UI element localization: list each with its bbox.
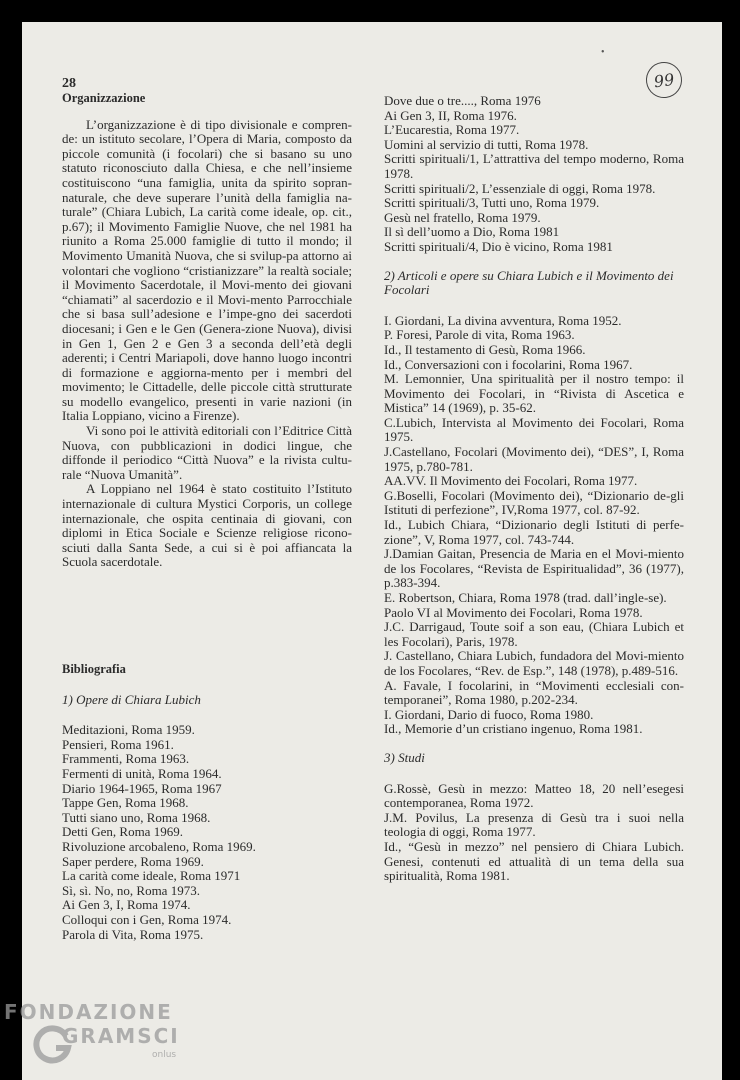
bibliography-entry: Tutti siano uno, Roma 1968. bbox=[62, 809, 211, 825]
bibliography-entry: Tappe Gen, Roma 1968. bbox=[62, 795, 189, 811]
bibliography-heading: Bibliografia bbox=[62, 662, 126, 676]
watermark-g-logo-icon bbox=[32, 1022, 74, 1064]
bibliography-list bbox=[384, 782, 684, 884]
body-paragraph: A Loppiano nel 1964 è stato costituito l’Istituto internazionale di cultura Mystici Corporis, un college internazionale, che ospita centinaia di giovani, con diplomi in Etica Sociale e Scienze religiose ricono-sciuti dalla Santa Sede, a cui si è poi affiancata la Scuola sacerdotale. bbox=[62, 481, 352, 570]
bibliography-entry: Id., Il testamento di Gesù, Roma 1966. bbox=[384, 341, 586, 357]
bibliography-entry: I. Giordani, La divina avventura, Roma 1952. bbox=[384, 312, 622, 328]
bibliography-entry: Scritti spirituali/1, L’attrattiva del tempo moderno, Roma 1978. bbox=[384, 151, 684, 181]
ink-dot-decoration: • bbox=[601, 47, 605, 58]
bibliography-entry: M. Lemonnier, Una spiritualità per il nostro tempo: il Movimento dei Focolari, in “Rivista di Ascetica e Mistica” 14 (1969), p. 35-62. bbox=[384, 371, 684, 416]
watermark-line-1: FONDAZIONE bbox=[4, 1000, 173, 1024]
bibliography-entry: Saper perdere, Roma 1969. bbox=[62, 853, 204, 869]
bibliography-entry: Pensieri, Roma 1961. bbox=[62, 736, 174, 752]
bibliography-entry: I. Giordani, Dario di fuoco, Roma 1980. bbox=[384, 706, 594, 722]
bibliography-entry: Il sì dell’uomo a Dio, Roma 1981 bbox=[384, 224, 560, 240]
bibliography-entry: Dove due o tre...., Roma 1976 bbox=[384, 93, 541, 108]
bibliography-entry: G.Rossè, Gesù in mezzo: Matteo 18, 20 nell’esegesi contemporanea, Roma 1972. bbox=[384, 780, 684, 811]
bibliography-entry: Rivoluzione arcobaleno, Roma 1969. bbox=[62, 838, 256, 854]
bibliography-list-continued bbox=[384, 94, 684, 255]
bibliography-subheading: 1) Opere di Chiara Lubich bbox=[62, 691, 201, 707]
bibliography-entry: Fermenti di unità, Roma 1964. bbox=[62, 765, 222, 781]
bibliography-entry: Paolo VI al Movimento dei Focolari, Roma 1978. bbox=[384, 604, 643, 620]
document-page bbox=[22, 22, 722, 1080]
bibliography-entry: A. Favale, I focolarini, in “Movimenti ecclesiali con-temporanei”, Roma 1980, p.202-234. bbox=[384, 677, 684, 708]
watermark-line-3: onlus bbox=[152, 1050, 177, 1060]
fondazione-gramsci-watermark bbox=[4, 996, 204, 1076]
bibliography-entry: Id., Memorie d’un cristiano ingenuo, Roma 1981. bbox=[384, 721, 643, 737]
left-column bbox=[62, 77, 352, 942]
handwritten-number-text: 99 bbox=[652, 69, 676, 91]
bibliography-entry: J.Damian Gaitan, Presencia de Maria en el Movi-miento de los Focolares, “Revista de Espiritualidad”, 36 (1977), p.383-394. bbox=[384, 546, 684, 591]
bibliography-entry: J.Castellano, Focolari (Movimento dei), “DES”, I, Roma 1975, p.780-781. bbox=[384, 444, 684, 474]
bibliography-entry: AA.VV. Il Movimento dei Focolari, Roma 1977. bbox=[384, 473, 638, 489]
page-number: 28 bbox=[62, 76, 76, 91]
bibliography-entry: Ai Gen 3, II, Roma 1976. bbox=[384, 107, 517, 123]
bibliography-entry: Gesù nel fratello, Roma 1979. bbox=[384, 209, 541, 225]
bibliography-entry: L’Eucarestia, Roma 1977. bbox=[384, 122, 520, 138]
bibliography-entry: Scritti spirituali/3, Tutti uno, Roma 1979. bbox=[384, 195, 600, 211]
bibliography-entry: G.Boselli, Focolari (Movimento dei), “Dizionario de-gli Istituti di perfezione”, IV,Roma 1977, col. 87-92. bbox=[384, 487, 684, 518]
bibliography-entry: Parola di Vita, Roma 1975. bbox=[62, 926, 204, 942]
bibliography-entry: La carità come ideale, Roma 1971 bbox=[62, 868, 241, 884]
bibliography-entry: Uomini al servizio di tutti, Roma 1978. bbox=[384, 136, 589, 152]
bibliography-entry: Sì, sì. No, no, Roma 1973. bbox=[62, 882, 200, 898]
bibliography-entry: Id., Conversazioni con i focolarini, Roma 1967. bbox=[384, 356, 633, 372]
section-title: Organizzazione bbox=[62, 91, 146, 105]
bibliography-entry: Scritti spirituali/2, L’essenziale di oggi, Roma 1978. bbox=[384, 180, 656, 196]
bibliography-entry: J. Castellano, Chiara Lubich, fundadora del Movi-miento de los Focolares, “Rev. de Esp.”, 148 (1978), p.489-516. bbox=[384, 648, 684, 678]
bibliography-entry: Frammenti, Roma 1963. bbox=[62, 751, 190, 767]
bibliography-entry: E. Robertson, Chiara, Roma 1978 (trad. dall’ingle-se). bbox=[384, 590, 667, 605]
bibliography-subheading: 3) Studi bbox=[384, 749, 425, 765]
body-paragraph: Vi sono poi le attività editoriali con l’Editrice Città Nuova, con pubblicazioni in dodici lingue, che diffonde il periodico “Città Nuova” e la rivista cultu-rale “Nuova Umanità”. bbox=[62, 423, 352, 482]
bibliography-entry: J.M. Povilus, La presenza di Gesù tra i suoi nella teologia di oggi, Roma 1977. bbox=[384, 809, 684, 840]
watermark-line-2: GRAMSCI bbox=[62, 1024, 180, 1048]
bibliography-entry: Scritti spirituali/4, Dio è vicino, Roma 1981 bbox=[384, 238, 613, 254]
bibliography-entry: Id., Lubich Chiara, “Dizionario degli Istituti di perfe-zione”, V, Roma 1977, col. 743-744. bbox=[384, 517, 684, 547]
bibliography-entry: Ai Gen 3, I, Roma 1974. bbox=[62, 897, 191, 913]
bibliography-entry: Meditazioni, Roma 1959. bbox=[62, 722, 195, 738]
bibliography-entry: Id., “Gesù in mezzo” nel pensiero di Chiara Lubich. Genesi, contenuti ed attualità di un tema della sua spiritualità, Roma 1981. bbox=[384, 838, 684, 884]
right-column bbox=[384, 94, 684, 884]
bibliography-entry: Detti Gen, Roma 1969. bbox=[62, 824, 183, 840]
body-paragraph: L’organizzazione è di tipo divisionale e compren-de: un istituto secolare, l’Opera di Maria, composto da piccole comunità (i focolari) che si basano su uno statuto riconosciuto dalla Chiesa, e che nell’insieme costituiscono “una famiglia, unita da spirito sopran-naturale, che deve superare l’unità della famiglia na-turale” (Chiara Lubich, La carità come ideale, op. cit., p.67); il Movimento Famiglie Nuove, che nel 1981 ha riunito a Roma 25.000 famiglie di tutto il mondo; il Movimento Umanità Nuova, che si svilup-pa attorno ai volontari che vogliono “cristianizzare” la realtà sociale; il Movimento Sacerdotale, il Movi-mento dei giovani “chiamati” al sacerdozio e il Movi-mento Parrocchiale che si basa sull’adesione e l’impe-gno dei sacerdoti diocesani; i Gen e le Gen (Genera-zione Nuova), divisi in Gen 1, Gen 2 e Gen 3 a seconda dell’età degli aderenti; i Centri Mariapoli, dove hanno luogo incontri di formazione e aggiorna-mento per i membri del movimento; le Cittadelle, delle piccole città strutturate su modello evangelico, presenti in varie nazioni (in Italia Loppiano, vicino a Firenze). bbox=[62, 116, 352, 424]
bibliography-list bbox=[62, 723, 352, 942]
bibliography-entry: P. Foresi, Parole di vita, Roma 1963. bbox=[384, 327, 575, 343]
bibliography-entry: Diario 1964-1965, Roma 1967 bbox=[62, 780, 222, 796]
bibliography-entry: J.C. Darrigaud, Toute soif a son eau, (Chiara Lubich et les Focolari), Paris, 1978. bbox=[384, 619, 684, 649]
bibliography-subheading: 2) Articoli e opere su Chiara Lubich e il Movimento dei Focolari bbox=[384, 267, 674, 298]
bibliography-entry: C.Lubich, Intervista al Movimento dei Focolari, Roma 1975. bbox=[384, 414, 684, 445]
bibliography-entry: Colloqui con i Gen, Roma 1974. bbox=[62, 911, 232, 927]
bibliography-list bbox=[384, 314, 684, 737]
